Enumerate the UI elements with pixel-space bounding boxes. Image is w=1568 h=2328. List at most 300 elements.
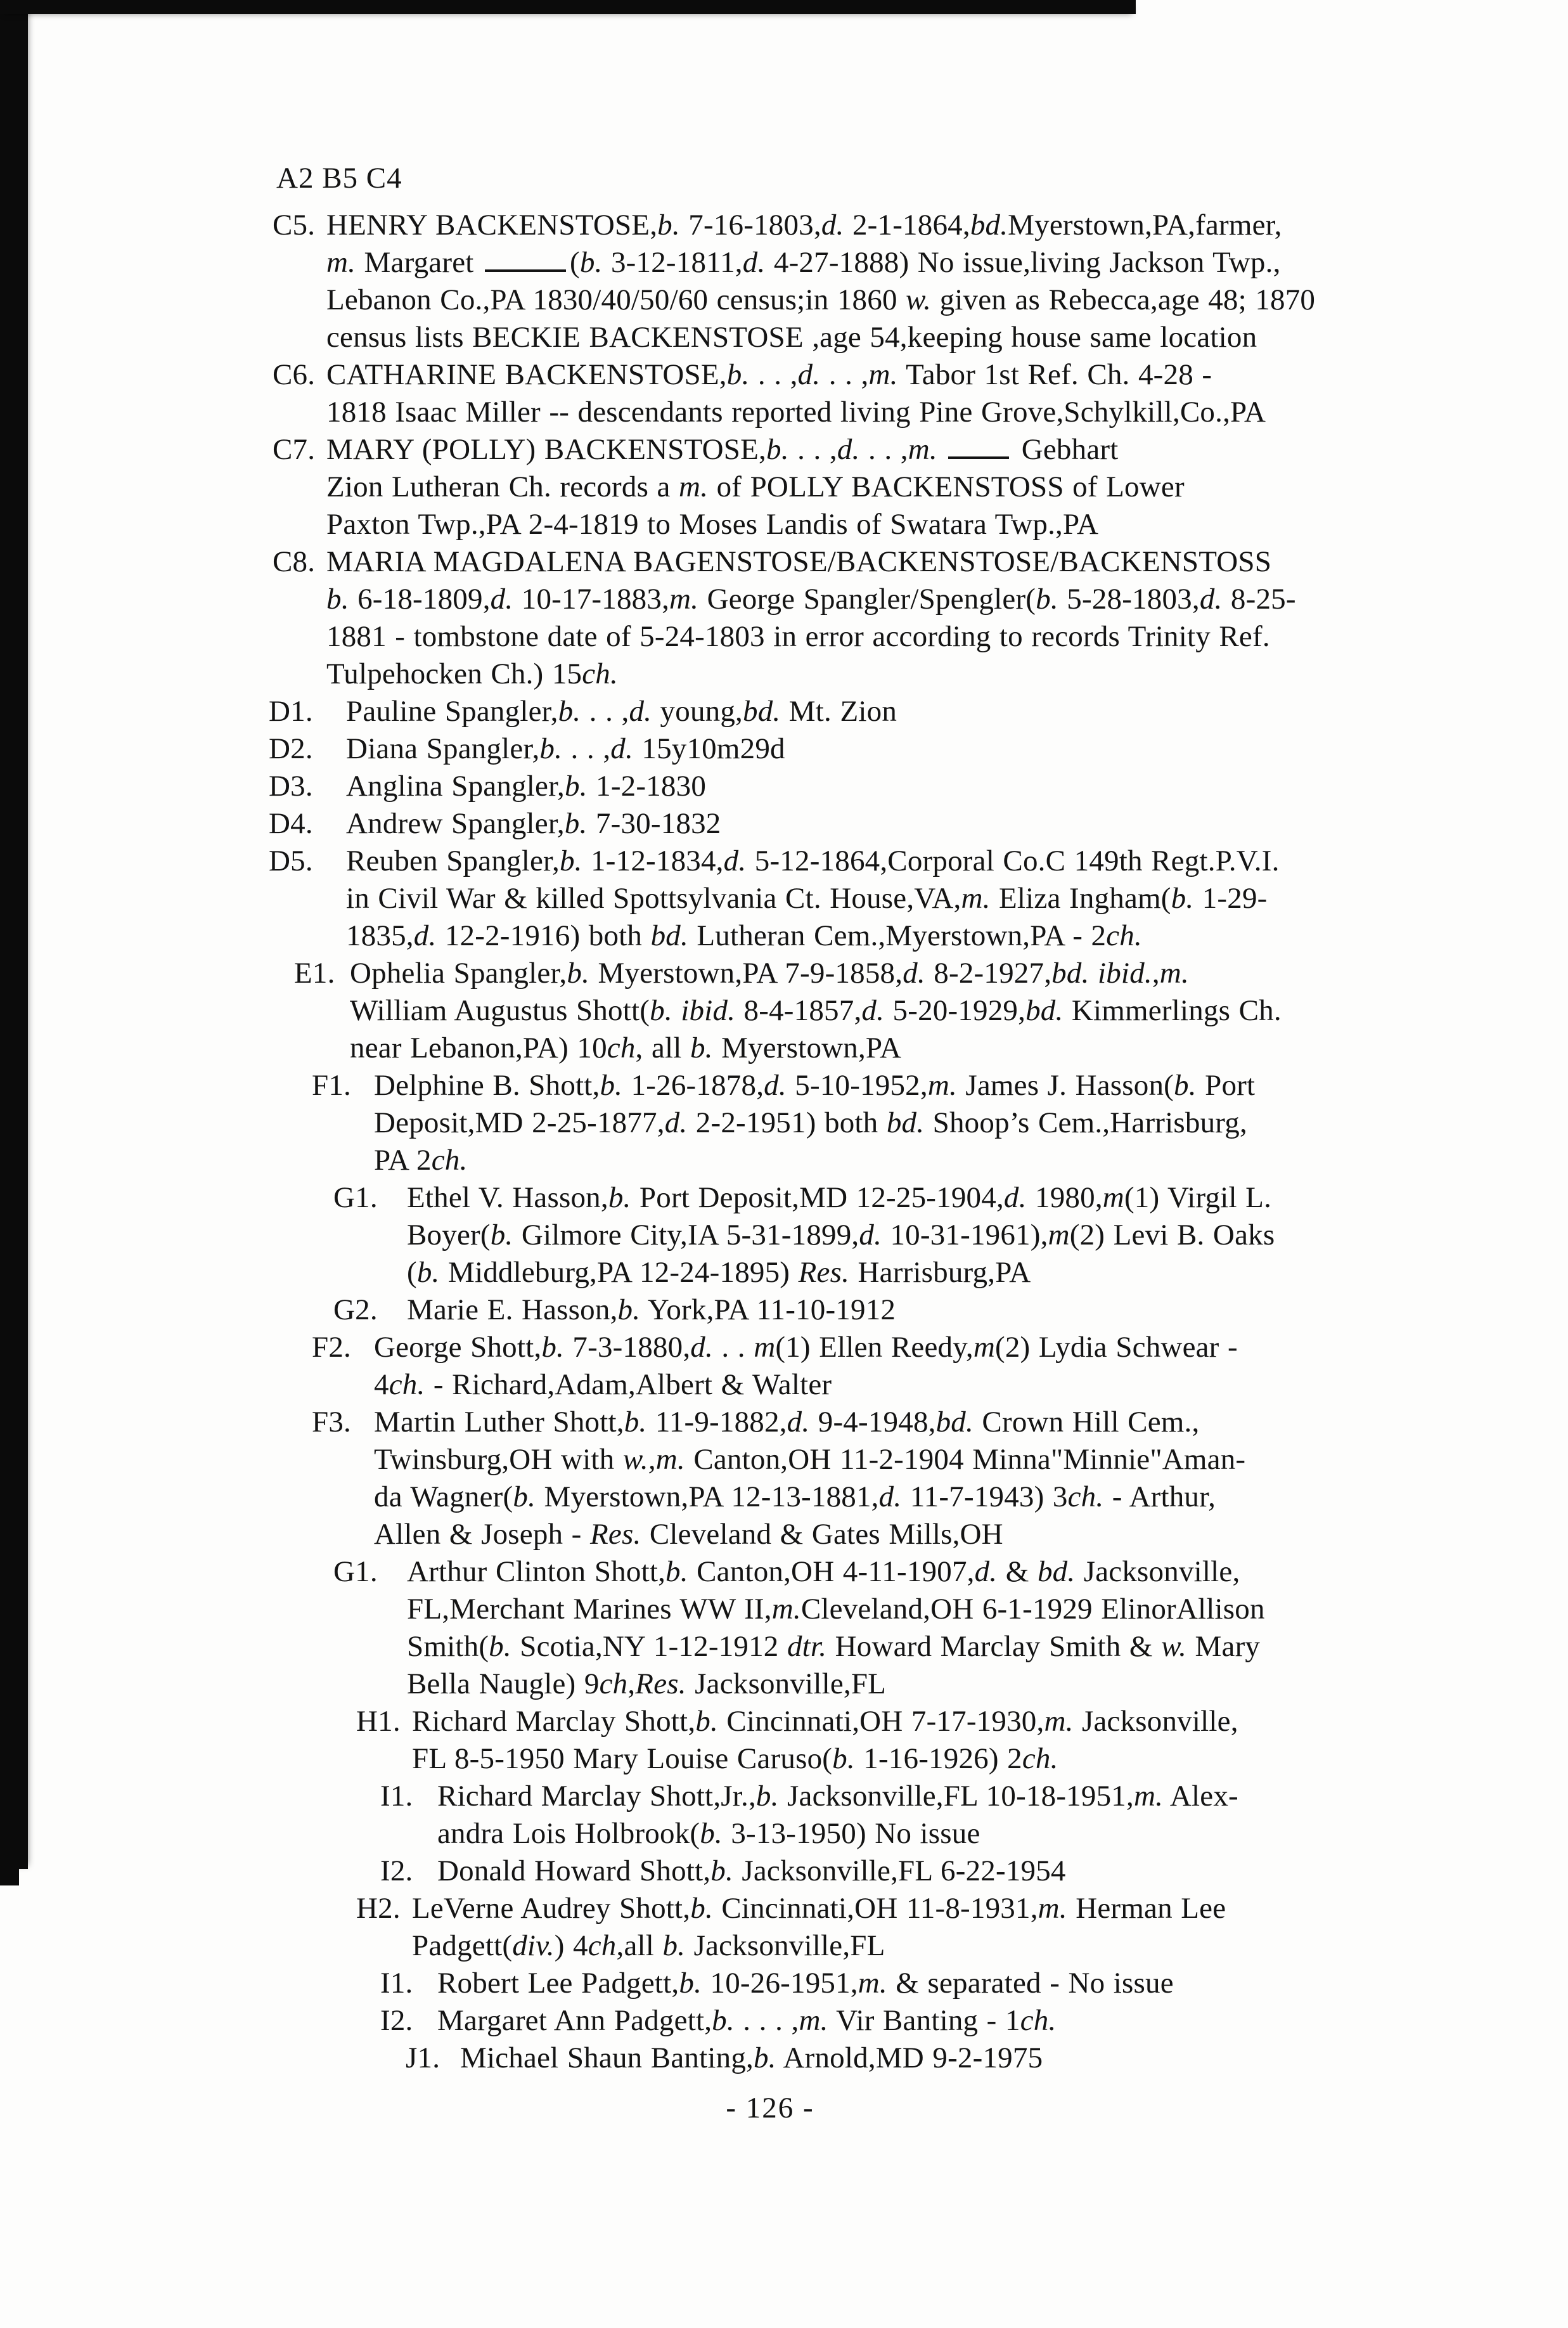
- abbrev-italic: b.: [490, 1219, 513, 1251]
- genealogy-line: [0, 1441, 1568, 1478]
- text-segment: 5-20-1929,: [884, 994, 1026, 1027]
- entry-label: C8.: [273, 545, 316, 578]
- abbrev-italic: b.: [567, 957, 590, 990]
- abbrev-italic: ch: [607, 1031, 636, 1064]
- entry-label: I1.: [380, 1780, 413, 1813]
- abbrev-italic: Res.: [589, 1518, 641, 1551]
- genealogy-line: [0, 1927, 1568, 1965]
- genealogy-line: [0, 1965, 1568, 2002]
- entry-label: G1.: [333, 1181, 378, 1214]
- abbrev-italic: b.: [489, 1630, 511, 1663]
- text-segment: Herman Lee: [1067, 1892, 1226, 1925]
- abbrev-italic: d.: [690, 1331, 713, 1364]
- genealogy-line: [0, 581, 1568, 618]
- text-segment: (2) Lydia Schwear -: [994, 1331, 1238, 1364]
- text-segment: 1881 - tombstone date of 5-24-1803 in error according to records Trinity Ref.: [326, 620, 1270, 653]
- genealogy-line: [0, 656, 1568, 693]
- abbrev-italic: d.: [878, 1480, 902, 1513]
- text-segment: 11-9-1882,: [646, 1406, 787, 1439]
- genealogy-line: [0, 356, 1568, 394]
- page-header-code: A2 B5 C4: [276, 162, 402, 195]
- text-segment: Myerstown,PA,farmer,: [1008, 209, 1282, 242]
- genealogy-line: [0, 1628, 1568, 1665]
- text-segment: Eliza Ingham(: [990, 882, 1171, 915]
- entry-label: J1.: [406, 2041, 440, 2074]
- genealogy-line: [0, 1329, 1568, 1366]
- text-segment: George Spangler/Spengler(: [698, 583, 1036, 616]
- text-segment: Myerstown,PA: [712, 1031, 902, 1064]
- abbrev-italic: ch: [588, 1929, 617, 1962]
- text-segment: Cincinnati,OH 11-8-1931,: [712, 1892, 1038, 1925]
- abbrev-italic: b.: [695, 1705, 718, 1738]
- genealogy-line: [0, 1815, 1568, 1853]
- text-segment: 10-26-1951,: [702, 1967, 858, 2000]
- text-segment: Lutheran Cem.,Myerstown,PA - 2: [688, 919, 1107, 952]
- genealogy-line: [0, 1067, 1568, 1104]
- text-segment: Padgett(: [412, 1929, 513, 1962]
- text-segment: Pauline Spangler,: [346, 695, 558, 728]
- text-segment: Vir Banting - 1: [828, 2004, 1020, 2037]
- text-segment: Jacksonville,FL: [686, 1667, 887, 1700]
- abbrev-italic: m.: [679, 470, 709, 503]
- abbrev-italic: d.: [629, 695, 652, 728]
- text-segment: - Richard,Adam,Albert & Walter: [425, 1368, 832, 1401]
- text-segment: ,: [627, 1667, 636, 1700]
- abbrev-italic: d.: [664, 1106, 688, 1139]
- text-segment: PA 2: [374, 1144, 432, 1177]
- text-segment: 7-30-1832: [587, 807, 721, 840]
- abbrev-italic: dtr.: [787, 1630, 827, 1663]
- abbrev-italic: b.: [679, 1967, 702, 2000]
- abbrev-italic: m.: [961, 882, 991, 915]
- genealogy-line: [0, 1853, 1568, 1890]
- abbrev-italic: d.: [861, 994, 885, 1027]
- abbrev-italic: d.: [974, 1555, 998, 1588]
- abbrev-italic: b.: [617, 1293, 641, 1326]
- text-segment: Mary: [1186, 1630, 1261, 1663]
- abbrev-italic: b.: [710, 1854, 733, 1887]
- entry-label: G1.: [333, 1555, 378, 1588]
- text-segment: . . ,: [788, 433, 837, 466]
- abbrev-italic: d.: [837, 433, 860, 466]
- abbrev-italic: ch.: [1022, 1742, 1058, 1775]
- text-segment: Lebanon Co.,PA 1830/40/50/60 census;in 1860: [326, 283, 906, 316]
- abbrev-italic: ch.: [582, 657, 618, 690]
- abbrev-italic: div.: [512, 1929, 555, 1962]
- abbrev-italic: bd. ibid.: [1051, 957, 1152, 990]
- genealogy-line: [0, 2002, 1568, 2040]
- entry-label: F3.: [312, 1406, 351, 1439]
- abbrev-italic: d.: [742, 246, 766, 279]
- text-segment: FL 8-5-1950 Mary Louise Caruso(: [412, 1742, 833, 1775]
- genealogy-line: [0, 1030, 1568, 1067]
- text-segment: Myerstown,PA 7-9-1858,: [589, 957, 903, 990]
- text-segment: 3-12-1811,: [602, 246, 743, 279]
- text-segment: Tulpehocken Ch.) 15: [326, 657, 582, 690]
- text-segment: MARIA MAGDALENA BAGENSTOSE/BACKENSTOSE/BACKENSTOSS: [326, 545, 1272, 578]
- text-segment: 10-17-1883,: [513, 583, 670, 616]
- genealogy-line: [0, 2040, 1568, 2077]
- text-segment: 5-28-1803,: [1058, 583, 1200, 616]
- text-segment: (1) Virgil L.: [1124, 1181, 1272, 1214]
- genealogy-line: [0, 281, 1568, 319]
- abbrev-italic: bd.: [743, 695, 781, 728]
- text-segment: 8-2-1927,: [925, 957, 1052, 990]
- text-segment: [937, 433, 946, 466]
- page-number: - 126 -: [726, 2092, 814, 2124]
- abbrev-italic: bd.: [886, 1106, 925, 1139]
- genealogy-line: [0, 1404, 1568, 1441]
- abbrev-italic: ch.: [1067, 1480, 1104, 1513]
- text-segment: CATHARINE BACKENSTOSE,: [326, 358, 727, 391]
- abbrev-italic: b.: [726, 358, 750, 391]
- entry-label: H1.: [356, 1705, 401, 1738]
- genealogy-line: [0, 730, 1568, 768]
- text-segment: 6-18-1809,: [349, 583, 491, 616]
- abbrev-italic: b.: [1171, 882, 1194, 915]
- genealogy-line: [0, 1478, 1568, 1516]
- abbrev-italic: d.: [821, 209, 844, 242]
- abbrev-italic: m: [1048, 1219, 1070, 1251]
- text-segment: ,all: [616, 1929, 663, 1962]
- abbrev-italic: b.: [662, 1929, 686, 1962]
- abbrev-italic: ch.: [1020, 2004, 1057, 2037]
- text-segment: - Arthur,: [1103, 1480, 1216, 1513]
- abbrev-italic: d.: [490, 583, 513, 616]
- text-segment: 12-2-1916) both: [436, 919, 651, 952]
- abbrev-italic: b.: [657, 209, 680, 242]
- text-segment: 1-26-1878,: [622, 1069, 764, 1102]
- text-segment: Gebhart: [1013, 433, 1119, 466]
- text-segment: Donald Howard Shott,: [437, 1854, 711, 1887]
- text-segment: andra Lois Holbrook(: [437, 1817, 700, 1850]
- text-segment: 2-2-1951) both: [687, 1106, 887, 1139]
- text-segment: Twinsburg,OH with: [374, 1443, 623, 1476]
- entry-label: C6.: [273, 358, 316, 391]
- text-segment: 9-4-1948,: [809, 1406, 936, 1439]
- abbrev-italic: bd.: [650, 919, 688, 952]
- text-segment: Middleburg,PA 12-24-1895): [439, 1256, 799, 1289]
- text-segment: Ethel V. Hasson,: [407, 1181, 608, 1214]
- genealogy-line: [0, 207, 1568, 244]
- abbrev-italic: m.: [1159, 957, 1189, 990]
- genealogy-line: [0, 1142, 1568, 1179]
- abbrev-italic: b.: [624, 1406, 647, 1439]
- text-segment: & separated - No issue: [887, 1967, 1174, 2000]
- abbrev-italic: w.,m.: [622, 1443, 685, 1476]
- genealogy-line: [0, 917, 1568, 955]
- abbrev-italic: b.: [539, 732, 563, 765]
- text-segment: 1818 Isaac Miller -- descendants reported living Pine Grove,Schylkill,Co.,PA: [326, 396, 1266, 429]
- blank-name-underline: [948, 451, 1009, 459]
- abbrev-italic: w.: [906, 283, 932, 316]
- text-segment: given as Rebecca,age 48; 1870: [931, 283, 1316, 316]
- text-segment: Reuben Spangler,: [346, 844, 560, 877]
- genealogy-line: [0, 244, 1568, 281]
- text-segment: 1-12-1834,: [582, 844, 724, 877]
- entry-label: D2.: [269, 732, 313, 765]
- text-segment: Mt. Zion: [780, 695, 897, 728]
- genealogy-line: [0, 955, 1568, 992]
- abbrev-italic: d.: [413, 919, 437, 952]
- abbrev-italic: m.: [908, 433, 937, 466]
- text-segment: young,: [652, 695, 743, 728]
- text-segment: 15y10m29d: [633, 732, 785, 765]
- entry-label: G2.: [333, 1293, 378, 1326]
- abbrev-italic: d.: [903, 957, 925, 990]
- abbrev-italic: w.: [1161, 1630, 1187, 1663]
- abbrev-italic: d.: [787, 1406, 810, 1439]
- abbrev-italic: b.: [558, 695, 581, 728]
- text-segment: 11-7-1943) 3: [901, 1480, 1068, 1513]
- text-segment: Howard Marclay Smith &: [826, 1630, 1162, 1663]
- text-segment: . . ,: [749, 358, 798, 391]
- text-segment: Jacksonville,: [1075, 1555, 1240, 1588]
- abbrev-italic: b.: [416, 1256, 440, 1289]
- abbrev-italic: d.: [1199, 583, 1223, 616]
- abbrev-italic: m.: [1044, 1705, 1074, 1738]
- abbrev-italic: m.: [927, 1069, 957, 1102]
- text-segment: Boyer(: [407, 1219, 491, 1251]
- text-segment: Arnold,MD 9-2-1975: [776, 2041, 1043, 2074]
- text-segment: Deposit,MD 2-25-1877,: [374, 1106, 665, 1139]
- abbrev-italic: b.: [541, 1331, 564, 1364]
- text-segment: Delphine B. Shott,: [374, 1069, 600, 1102]
- text-segment: . . ,: [859, 433, 908, 466]
- text-segment: 4: [374, 1368, 389, 1401]
- abbrev-italic: d.: [797, 358, 821, 391]
- text-segment: , all: [635, 1031, 690, 1064]
- text-segment: Margaret Ann Padgett,: [437, 2004, 712, 2037]
- abbrev-italic: m.: [1133, 1780, 1164, 1813]
- text-segment: FL,Merchant Marines WW II,: [407, 1593, 772, 1626]
- scan-border-top: [0, 0, 1136, 14]
- genealogy-line: [0, 1217, 1568, 1254]
- text-segment: census lists BECKIE BACKENSTOSE ,age 54,keeping house same location: [326, 321, 1257, 354]
- abbrev-italic: b.: [600, 1069, 623, 1102]
- genealogy-line: [0, 1778, 1568, 1815]
- text-segment: 7-3-1880,: [563, 1331, 691, 1364]
- text-segment: Smith(: [407, 1630, 489, 1663]
- genealogy-line: [0, 693, 1568, 730]
- genealogy-line: [0, 1553, 1568, 1591]
- text-segment: Scotia,NY 1-12-1912: [511, 1630, 787, 1663]
- genealogy-line: [0, 431, 1568, 469]
- text-segment: 8-4-1857,: [735, 994, 862, 1027]
- abbrev-italic: m: [973, 1331, 995, 1364]
- text-segment: Bella Naugle) 9: [407, 1667, 600, 1700]
- text-segment: 10-31-1961),: [882, 1219, 1048, 1251]
- text-segment: James J. Hasson(: [956, 1069, 1174, 1102]
- genealogy-line: [0, 1516, 1568, 1553]
- text-segment: 5-10-1952,: [786, 1069, 928, 1102]
- entry-label: E1.: [294, 957, 335, 990]
- abbrev-italic: b.: [712, 2004, 735, 2037]
- abbrev-italic: m.: [799, 2004, 828, 2037]
- entry-label: C5.: [273, 209, 316, 242]
- genealogy-line: [0, 1291, 1568, 1329]
- text-segment: Port Deposit,MD 12-25-1904,: [631, 1181, 1004, 1214]
- abbrev-italic: bd.: [935, 1406, 974, 1439]
- text-segment: . . ,: [581, 695, 629, 728]
- abbrev-italic: b.: [565, 770, 588, 803]
- abbrev-italic: m: [1102, 1181, 1124, 1214]
- text-segment: Allen & Joseph -: [374, 1518, 590, 1551]
- text-segment: Alex-: [1163, 1780, 1238, 1813]
- text-segment: (: [569, 246, 580, 279]
- text-segment: ,: [1152, 957, 1160, 990]
- text-segment: Richard Marclay Shott,Jr.,: [437, 1780, 756, 1813]
- text-segment: Jacksonville,: [1073, 1705, 1238, 1738]
- abbrev-italic: m.: [868, 358, 898, 391]
- text-segment: Jacksonville,FL 6-22-1954: [733, 1854, 1066, 1887]
- abbrev-italic: bd.: [1037, 1555, 1076, 1588]
- genealogy-line: [0, 1740, 1568, 1778]
- abbrev-italic: b.: [608, 1181, 631, 1214]
- genealogy-line: [0, 1665, 1568, 1703]
- text-segment: Arthur Clinton Shott,: [407, 1555, 666, 1588]
- text-segment: . .: [712, 1331, 754, 1364]
- abbrev-italic: b.: [564, 807, 588, 840]
- genealogy-line: [0, 469, 1568, 506]
- abbrev-italic: b.: [832, 1742, 855, 1775]
- abbrev-italic: b.: [700, 1817, 723, 1850]
- text-segment: York,PA 11-10-1912: [640, 1293, 896, 1326]
- abbrev-italic: b.: [1174, 1069, 1197, 1102]
- genealogy-line: [0, 319, 1568, 356]
- entry-label: I2.: [380, 1854, 413, 1887]
- genealogy-line: [0, 880, 1568, 917]
- entry-label: H2.: [356, 1892, 401, 1925]
- text-segment: Michael Shaun Banting,: [460, 2041, 754, 2074]
- abbrev-italic: m.: [669, 583, 699, 616]
- abbrev-italic: d.: [610, 732, 633, 765]
- abbrev-italic: ch.: [431, 1144, 468, 1177]
- text-segment: Port: [1196, 1069, 1256, 1102]
- text-segment: . . ,: [820, 358, 869, 391]
- entry-label: F2.: [312, 1331, 351, 1364]
- abbrev-italic: b.: [690, 1031, 713, 1064]
- text-segment: LeVerne Audrey Shott,: [412, 1892, 691, 1925]
- genealogy-line: [0, 1703, 1568, 1740]
- abbrev-italic: ch.: [389, 1368, 425, 1401]
- text-segment: 4-27-1888) No issue,living Jackson Twp.,: [765, 246, 1281, 279]
- abbrev-italic: b.: [766, 433, 789, 466]
- text-segment: near Lebanon,PA) 10: [350, 1031, 607, 1064]
- text-segment: Canton,OH 11-2-1904 Minna"Minnie"Aman-: [684, 1443, 1246, 1476]
- abbrev-italic: ch: [599, 1667, 628, 1700]
- text-segment: Ophelia Spangler,: [350, 957, 567, 990]
- text-segment: Diana Spangler,: [346, 732, 540, 765]
- abbrev-italic: d.: [764, 1069, 787, 1102]
- text-segment: HENRY BACKENSTOSE,: [326, 209, 658, 242]
- entry-label: D4.: [269, 807, 313, 840]
- text-segment: Jacksonville,FL: [685, 1929, 885, 1962]
- text-segment: 1-2-1830: [587, 770, 707, 803]
- text-segment: Cleveland,OH 6-1-1929 ElinorAllison: [800, 1593, 1265, 1626]
- genealogy-line: [0, 506, 1568, 543]
- text-segment: (1) Ellen Reedy,: [775, 1331, 974, 1364]
- text-segment: Jacksonville,FL 10-18-1951,: [778, 1780, 1134, 1813]
- text-segment: 3-13-1950) No issue: [722, 1817, 980, 1850]
- entry-label: D1.: [269, 695, 313, 728]
- text-segment: 7-16-1803,: [679, 209, 821, 242]
- text-segment: 1-16-1926) 2: [854, 1742, 1022, 1775]
- abbrev-italic: b.: [1036, 583, 1058, 616]
- genealogy-line: [0, 805, 1568, 843]
- text-segment: 1835,: [346, 919, 414, 952]
- text-segment: Martin Luther Shott,: [374, 1406, 624, 1439]
- entry-label: D5.: [269, 844, 313, 877]
- genealogy-line: [0, 1104, 1568, 1142]
- text-segment: 2-1-1864,: [844, 209, 970, 242]
- abbrev-italic: m.: [1038, 1892, 1067, 1925]
- abbrev-italic: b.: [579, 246, 603, 279]
- genealogy-line: [0, 843, 1568, 880]
- abbrev-italic: m.: [326, 246, 356, 279]
- genealogy-line: [0, 768, 1568, 805]
- genealogy-line: [0, 618, 1568, 656]
- genealogy-line: [0, 1366, 1568, 1404]
- entry-label: D3.: [269, 770, 313, 803]
- blank-name-underline: [485, 264, 566, 272]
- genealogy-line: [0, 1591, 1568, 1628]
- text-segment: Harrisburg,PA: [849, 1256, 1031, 1289]
- text-segment: Margaret: [356, 246, 482, 279]
- abbrev-italic: b.: [665, 1555, 688, 1588]
- abbrev-italic: Res.: [798, 1256, 850, 1289]
- abbrev-italic: Res.: [635, 1667, 686, 1700]
- abbrev-italic: b.: [753, 2041, 776, 2074]
- entry-label: C7.: [273, 433, 316, 466]
- abbrev-italic: ch.: [1106, 919, 1142, 952]
- genealogy-line: [0, 394, 1568, 431]
- text-segment: Canton,OH 4-11-1907,: [688, 1555, 975, 1588]
- genealogy-line: [0, 1179, 1568, 1217]
- text-segment: Tabor 1st Ref. Ch. 4-28 -: [897, 358, 1212, 391]
- text-segment: Zion Lutheran Ch. records a: [326, 470, 679, 503]
- text-segment: Anglina Spangler,: [346, 770, 565, 803]
- abbrev-italic: m.: [858, 1967, 887, 2000]
- abbrev-italic: bd.: [1025, 994, 1064, 1027]
- abbrev-italic: b.: [559, 844, 582, 877]
- text-segment: Cleveland & Gates Mills,OH: [641, 1518, 1003, 1551]
- text-segment: George Shott,: [374, 1331, 542, 1364]
- text-segment: 8-25-: [1222, 583, 1296, 616]
- text-segment: Robert Lee Padgett,: [437, 1967, 679, 2000]
- text-segment: Cincinnati,OH 7-17-1930,: [717, 1705, 1044, 1738]
- entry-label: F1.: [312, 1069, 351, 1102]
- text-segment: Marie E. Hasson,: [407, 1293, 618, 1326]
- abbrev-italic: b.: [690, 1892, 713, 1925]
- text-segment: of POLLY BACKENSTOSS of Lower: [708, 470, 1185, 503]
- abbrev-italic: d.: [1003, 1181, 1027, 1214]
- text-segment: . . . ,: [734, 2004, 799, 2037]
- text-segment: (2) Levi B. Oaks: [1069, 1219, 1275, 1251]
- text-segment: 1980,: [1026, 1181, 1103, 1214]
- abbrev-italic: d.: [723, 844, 747, 877]
- text-segment: . . ,: [562, 732, 611, 765]
- genealogy-text-block: [0, 207, 1568, 2077]
- text-segment: Kimmerlings Ch.: [1063, 994, 1282, 1027]
- text-segment: in Civil War & killed Spottsylvania Ct. House,VA,: [346, 882, 961, 915]
- abbrev-italic: d.: [859, 1219, 882, 1251]
- text-segment: Myerstown,PA 12-13-1881,: [536, 1480, 879, 1513]
- genealogy-line: [0, 543, 1568, 581]
- abbrev-italic: b.: [755, 1780, 779, 1813]
- text-segment: 5-12-1864,Corporal Co.C 149th Regt.P.V.I.: [746, 844, 1280, 877]
- text-segment: Crown Hill Cem.,: [973, 1406, 1200, 1439]
